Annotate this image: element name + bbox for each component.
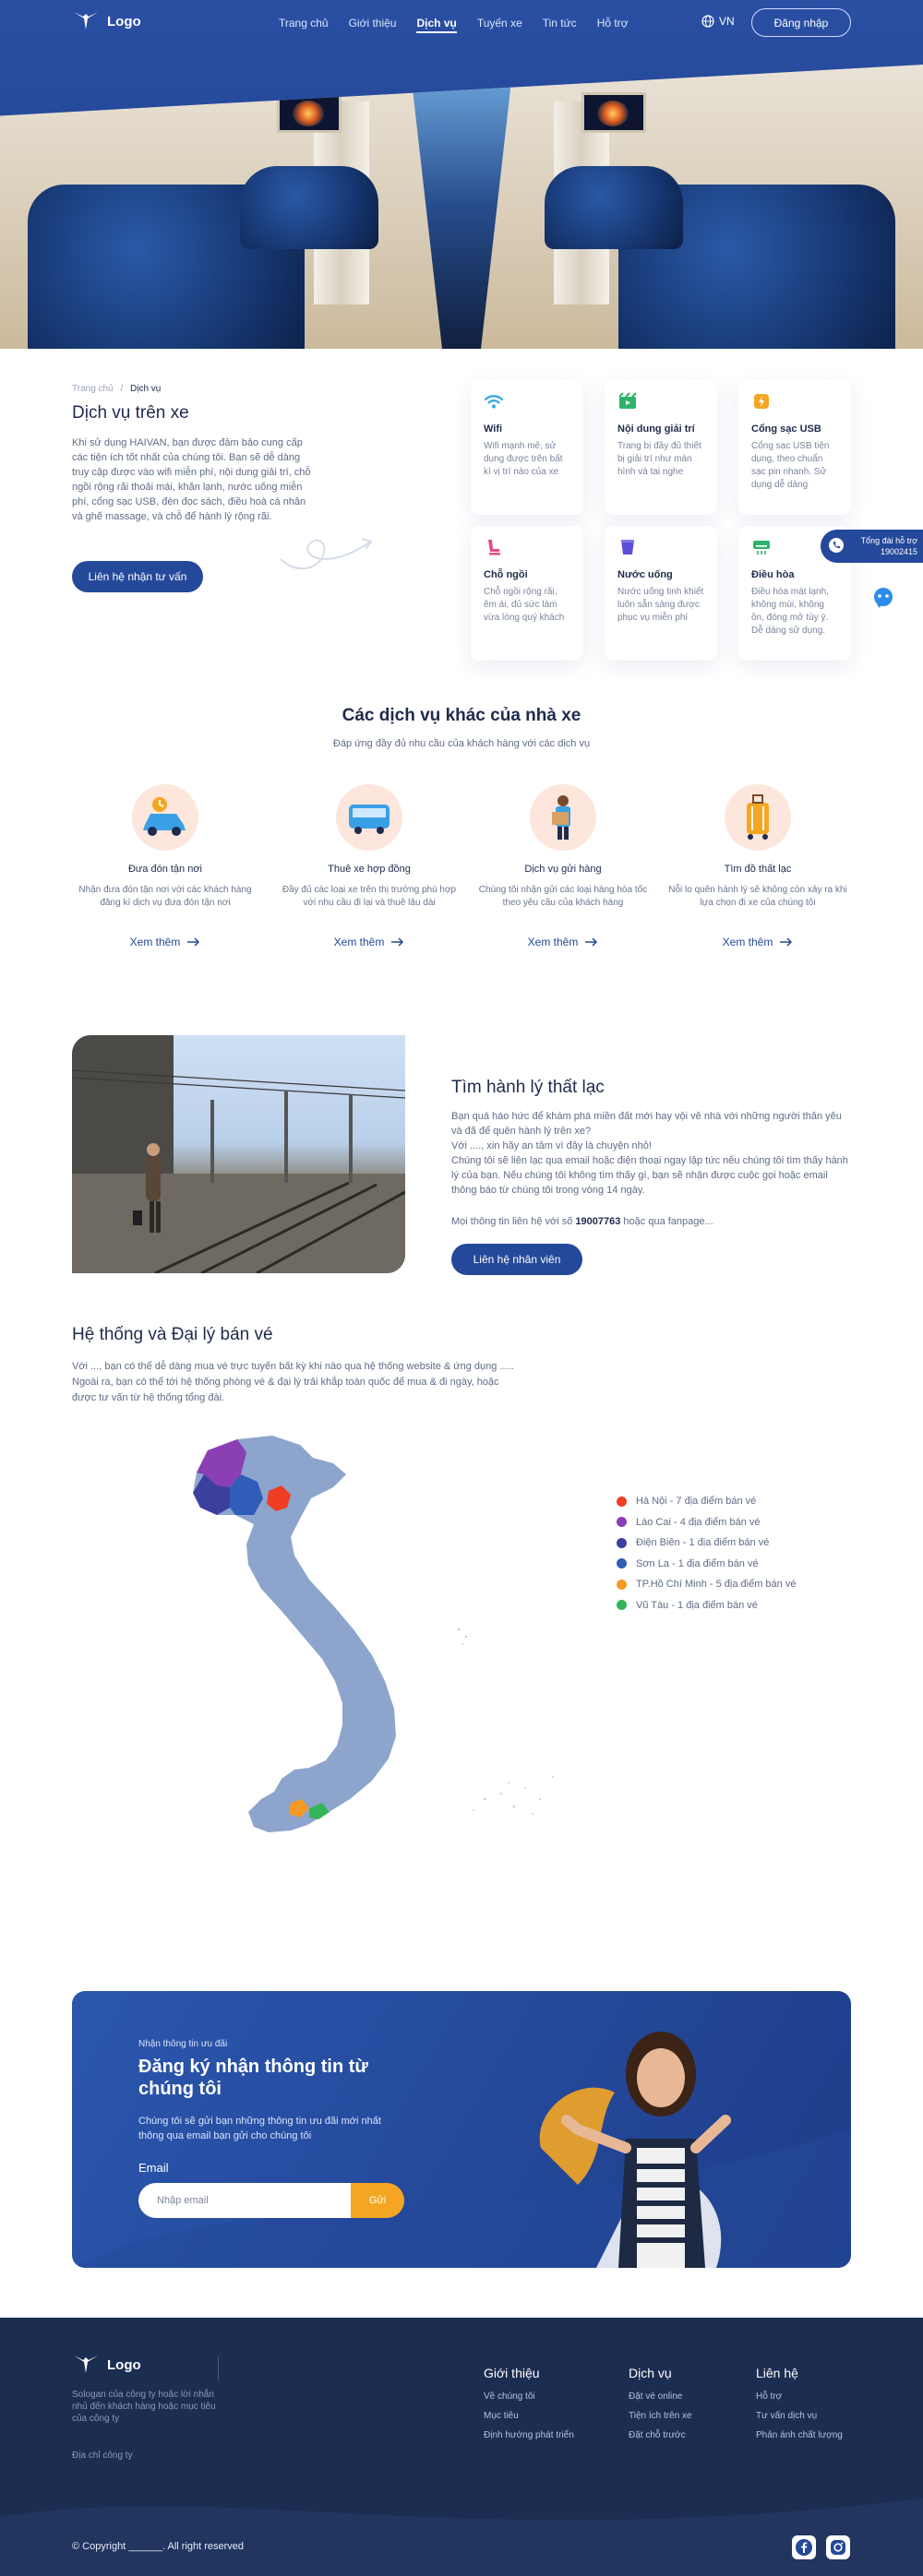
login-button[interactable]: Đăng nhập (751, 8, 851, 37)
footer-column-contact (756, 2366, 843, 2450)
see-more-link[interactable] (665, 936, 850, 948)
footer-column-about (484, 2366, 574, 2450)
amenity-desc: Cổng sạc USB tiện dụng, theo chuẩn sạc pin nhanh. Sử dụng dễ dàng (751, 441, 830, 490)
footer-column-title: Giới thiệu (484, 2366, 540, 2380)
legend-dot (617, 1538, 627, 1548)
service-title: Đưa đón tận nơi (127, 864, 202, 875)
bus-interior-photo (0, 65, 923, 349)
contact-number[interactable]: 19007763 (575, 1216, 621, 1227)
service-item-lost-items (665, 784, 850, 948)
site-logo[interactable] (72, 9, 141, 33)
bus-rental-icon (336, 784, 402, 851)
see-more-link[interactable] (73, 936, 258, 948)
service-title: Dịch vụ gửi hàng (524, 864, 602, 875)
air-conditioner-icon (751, 537, 772, 557)
nav-routes[interactable]: Tuyến xe (476, 17, 522, 30)
hotline-widget[interactable] (821, 530, 923, 563)
logo-text: Logo (107, 13, 141, 30)
chatbot-icon[interactable] (871, 587, 895, 609)
footer-address: Địa chỉ công ty (72, 2451, 133, 2461)
lost-contact-line (451, 1216, 713, 1227)
amenity-desc: Nước uống tinh khiết luôn sẵn sàng được phục vụ miễn phí (617, 587, 704, 623)
facebook-icon[interactable] (792, 2535, 816, 2559)
legend-dot (617, 1517, 627, 1527)
legend-item-sonla[interactable] (617, 1554, 796, 1575)
footer-link[interactable]: Đặt chỗ trước (629, 2430, 686, 2440)
service-title: Tìm đồ thất lạc (724, 864, 792, 875)
top-navigation (0, 0, 923, 46)
amenity-desc: Wifi mạnh mẽ, sử dụng được trên bất kì vị trí nào của xe (484, 441, 563, 477)
ticket-agents-description: Với ..., bạn có thể dễ dàng mua vé trực tuyến bất kỳ khi nào qua hệ thống website & ứng dụng ..... Ngoài ra, bạn có thể tới hệ thống phòng vé & đại lý trải khắp toàn quốc để mua & đi ngày, hoặc được tư vấn từ hệ thống tổng đài. (72, 1361, 514, 1403)
service-desc: Chúng tôi nhận gửi các loại hàng hóa tốc theo yêu cầu của khách hàng (478, 885, 648, 908)
newsletter-description: Chúng tôi sẽ gửi bạn những thông tin ưu đãi mới nhất thông qua email bạn gửi cho chúng tôi (138, 2116, 381, 2141)
breadcrumb-home[interactable]: Trang chủ (72, 384, 114, 394)
sleeper-seat-mid-left (240, 166, 378, 249)
onboard-services-description: Khi sử dụng HAIVAN, bạn được đảm bảo cung cấp các tiện ích tốt nhất của chúng tôi. Bạn sẽ dễ dàng truy cập được vào wifi miễn phí, nội dung giải trí, chỗ ngồi rộng rãi thoải mái, khăn lạnh, nước uống miễn phí, cổng sạc USB, đèn đọc sách, điều hoà cá nhân và ghế massage, và chỗ để hành lý rộng rãi. (72, 437, 311, 522)
footer-logo-text: Logo (107, 2356, 141, 2373)
legend-dot (617, 1600, 627, 1610)
footer-link[interactable]: Hỗ trợ (756, 2391, 783, 2402)
footer-column-services (629, 2366, 692, 2450)
train-station-photo (72, 1035, 405, 1273)
globe-icon (701, 15, 714, 28)
amenity-card-wifi (471, 380, 583, 515)
nav-services[interactable]: Dịch vụ (416, 17, 456, 33)
footer-link[interactable]: Phản ánh chất lượng (756, 2430, 843, 2440)
agents-legend (617, 1491, 796, 1616)
legend-label: TP.Hồ Chí Minh - 5 địa điểm bán vé (636, 1579, 797, 1591)
footer-link[interactable]: Định hướng phát triển (484, 2430, 574, 2440)
legend-dot (617, 1580, 627, 1590)
legend-label: Vũ Tàu - 1 địa điểm bán vé (636, 1599, 758, 1611)
sleeper-seat-mid-right (545, 166, 683, 249)
footer-link[interactable]: Tư vấn dịch vụ (756, 2411, 818, 2421)
language-switcher[interactable] (701, 15, 735, 28)
amenity-card-usb (738, 380, 851, 515)
legend-item-hcm[interactable] (617, 1574, 796, 1595)
see-more-label: Xem thêm (129, 936, 181, 948)
breadcrumb (72, 384, 161, 394)
pickup-car-icon (132, 784, 198, 851)
nav-about[interactable]: Giới thiệu (348, 17, 397, 30)
amenity-card-seat (471, 526, 583, 661)
footer-wave (0, 2480, 923, 2576)
footer-divider (218, 2356, 219, 2380)
entertainment-screen-right (581, 92, 646, 133)
decorative-swirl (277, 522, 378, 578)
lost-paragraph-3: Chúng tôi sẽ liên lạc qua email hoặc điện thoại ngay lập tức nếu chúng tôi tìm thấy hành lý của bạn. Nếu chúng tôi không tìm thấy gì, bạn sẽ nhận được cuộc gọi hoặc email thông báo từ chúng tôi trong vòng 14 ngày. (451, 1155, 848, 1196)
amenity-card-entertainment (605, 380, 717, 515)
legend-dot (617, 1558, 627, 1568)
wifi-icon (484, 391, 504, 411)
legend-label: Sơn La - 1 địa điểm bán vé (636, 1557, 759, 1569)
newsletter-banner (72, 1991, 851, 2268)
service-desc: Nỗi lo quên hành lý sẽ không còn xảy ra khi lựa chọn đi xe của chúng tôi (668, 885, 847, 908)
email-input[interactable]: Nhập email (138, 2183, 351, 2218)
legend-label: Điện Biên - 1 địa điểm bán vé (636, 1537, 770, 1549)
woman-pointing-illustration (522, 2010, 735, 2268)
hotline-label: Tổng đài hỗ trợ (860, 536, 917, 545)
legend-dot (617, 1497, 627, 1507)
amenity-title: Chỗ ngồi (484, 569, 528, 580)
legend-label: Lào Cai - 4 địa điểm bán vé (636, 1516, 761, 1528)
see-more-label: Xem thêm (722, 936, 773, 948)
section-title-other-services: Các dịch vụ khác của nhà xe (342, 706, 581, 725)
section-title-lost-luggage: Tìm hành lý thất lạc (451, 1078, 605, 1097)
eagle-logo-icon (72, 2353, 100, 2377)
footer-logo[interactable] (72, 2353, 141, 2377)
amenity-title: Điều hòa (751, 569, 795, 580)
section-title-onboard-services: Dịch vụ trên xe (72, 403, 189, 423)
see-more-label: Xem thêm (527, 936, 579, 948)
submit-button[interactable]: Gửi (351, 2183, 404, 2218)
consult-contact-button[interactable]: Liên hệ nhận tư vấn (72, 561, 203, 592)
newsletter-title: Đăng ký nhận thông tin từ chúng tôi (138, 2057, 368, 2099)
copyright-text: © Copyright ______. All right reserved (72, 2541, 245, 2552)
footer-link[interactable]: Về chúng tôi (484, 2391, 535, 2402)
entertainment-screen-left (277, 92, 342, 133)
hero-banner (0, 0, 923, 349)
breadcrumb-separator: / (120, 384, 124, 394)
section-title-ticket-agents: Hệ thống và Đại lý bán vé (72, 1325, 273, 1344)
amenity-title: Wifi (484, 423, 503, 435)
see-more-link[interactable] (471, 936, 655, 948)
lost-paragraph-2: Với ...., xin hãy an tâm vì đây là chuyện nhỏ! (451, 1140, 652, 1151)
service-item-rental (277, 784, 462, 948)
footer-link[interactable]: Mục tiêu (484, 2411, 519, 2421)
instagram-icon[interactable] (826, 2535, 850, 2559)
eagle-logo-icon (72, 9, 100, 33)
footer-column-title: Liên hệ (756, 2366, 798, 2380)
water-cup-icon (617, 537, 638, 557)
contact-suffix: hoặc qua fanpage... (623, 1216, 713, 1227)
breadcrumb-current: Dịch vụ (130, 384, 162, 394)
legend-item-hanoi[interactable] (617, 1491, 796, 1512)
arrow-right-icon (585, 937, 598, 947)
service-title: Thuê xe hợp đồng (328, 864, 411, 875)
usb-charger-icon (751, 391, 772, 411)
site-footer (0, 2318, 923, 2576)
service-item-pickup (73, 784, 258, 948)
amenity-desc: Chỗ ngồi rộng rãi, êm ái, đủ sức làm vừa lòng quý khách (484, 587, 565, 623)
legend-item-dienbien[interactable] (617, 1532, 796, 1554)
hotline-number: 19002415 (880, 547, 917, 556)
phone-icon (829, 538, 844, 553)
legend-item-vungtau[interactable] (617, 1595, 796, 1616)
lost-luggage-body (451, 1109, 850, 1198)
other-services-subtitle: Đáp ứng đầy đủ nhu cầu của khách hàng với các dịch vụ (332, 738, 591, 749)
entertainment-icon (617, 391, 638, 411)
parcel-delivery-icon (530, 784, 596, 851)
legend-label: Hà Nội - 7 địa điểm bán vé (636, 1496, 757, 1508)
footer-link[interactable]: Đặt vé online (629, 2391, 683, 2402)
contact-prefix: Mọi thông tin liên hệ với số (451, 1216, 573, 1227)
see-more-label: Xem thêm (333, 936, 385, 948)
lost-luggage-icon (725, 784, 791, 851)
service-desc: Đầy đủ các loại xe trên thị trường phù hợp với nhu cầu đi lại và thuê lâu dài (282, 885, 457, 908)
nav-news[interactable]: Tin tức (542, 17, 577, 30)
footer-link[interactable]: Tiện ích trên xe (629, 2411, 692, 2421)
amenity-title: Nước uống (617, 569, 673, 580)
footer-slogan: Sologan của công ty hoặc lời nhắn nhủ đến khách hàng hoặc mục tiêu của công ty (72, 2390, 216, 2424)
service-item-parcel (471, 784, 655, 948)
amenity-card-water (605, 526, 717, 661)
nav-support[interactable]: Hỗ trợ (596, 17, 629, 30)
contact-staff-button[interactable]: Liên hệ nhân viên (451, 1244, 582, 1275)
vietnam-map[interactable] (152, 1426, 632, 1897)
newsletter-eyebrow: Nhận thông tin ưu đãi (138, 2039, 228, 2049)
lost-paragraph-1: Bạn quá háo hức để khám phá miền đất mới hay vội vê nhà với những người thân yêu và đã để quên hành lý trên xe? (451, 1111, 842, 1137)
amenity-desc: Điều hòa mát lạnh, không mùi, không ồn, đóng mở tùy ý. Dễ dàng sử dụng. (751, 587, 829, 636)
arrow-right-icon (391, 937, 404, 947)
amenity-desc: Trang bị đầy đủ thiết bị giải trí như màn hình và tai nghe (617, 441, 701, 477)
see-more-link[interactable] (277, 936, 462, 948)
amenity-title: Cổng sạc USB (751, 423, 821, 435)
legend-item-laocai[interactable] (617, 1512, 796, 1533)
arrow-right-icon (187, 937, 200, 947)
arrow-right-icon (780, 937, 793, 947)
service-desc: Nhận đưa đón tận nơi với các khách hàng đăng kí dịch vụ đưa đón tận nơi (78, 885, 252, 908)
bus-aisle (397, 65, 526, 349)
footer-column-title: Dịch vụ (629, 2366, 672, 2380)
main-menu (279, 17, 629, 33)
nav-home[interactable]: Trang chủ (279, 17, 329, 30)
seat-icon (484, 537, 504, 557)
email-label: Email (138, 2161, 169, 2175)
language-label: VN (719, 15, 735, 28)
amenity-title: Nội dung giải trí (617, 423, 695, 435)
